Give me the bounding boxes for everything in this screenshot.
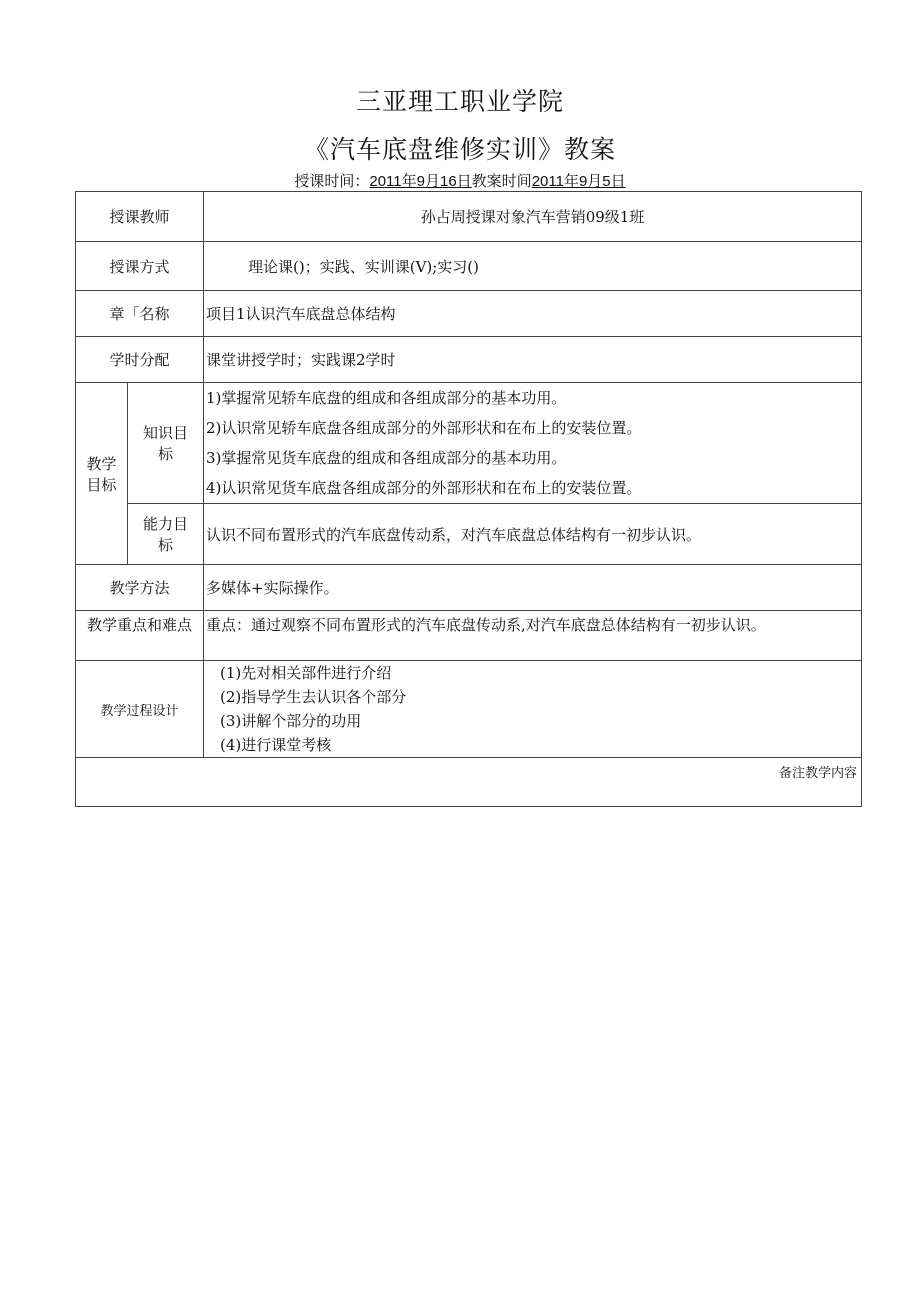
method-label: 授课方式	[76, 242, 204, 291]
knowledge-item: 3)掌握常见货车底盘的组成和各组成部分的基本功用。	[206, 449, 567, 467]
class-time-value: 2011年9月16日	[369, 173, 472, 190]
teaching-method-label: 教学方法	[76, 565, 204, 611]
school-name: 三亚理工职业学院	[355, 87, 564, 116]
knowledge-item: 4)认识常见货车底盘各组成部分的外部形状和在布上的安装位置。	[206, 479, 642, 497]
ability-label: 能力目标	[128, 504, 204, 565]
course-title: 《汽车底盘维修实训》教案	[303, 135, 616, 164]
chapter-label: 章「名称	[76, 291, 204, 337]
plan-time-label: 教案时间	[471, 172, 532, 190]
process-list	[204, 661, 862, 758]
key-points-value: 重点：通过观察不同布置形式的汽车底盘传动系,对汽车底盘总体结构有一初步认识。	[204, 611, 862, 661]
lesson-plan-table	[75, 191, 862, 807]
knowledge-item: 1)掌握常见轿车底盘的组成和各组成部分的基本功用。	[206, 389, 567, 407]
process-item: (3)讲解个部分的功用	[220, 712, 362, 730]
process-label: 教学过程设计	[76, 661, 204, 758]
class-time-label: 授课时间：	[294, 172, 370, 190]
hours-label: 学时分配	[76, 337, 204, 383]
teacher-label: 授课教师	[76, 192, 204, 242]
process-item: (4)进行课堂考核	[220, 736, 332, 754]
ability-value: 认识不同布置形式的汽车底盘传动系，对汽车底盘总体结构有一初步认识。	[204, 504, 862, 565]
schedule-line	[0, 170, 920, 191]
process-item: (1)先对相关部件进行介绍	[220, 664, 392, 682]
knowledge-item: 2)认识常见轿车底盘各组成部分的外部形状和在布上的安装位置。	[206, 419, 642, 437]
remarks-label: 备注教学内容	[76, 758, 862, 807]
chapter-value: 项目1认识汽车底盘总体结构	[204, 291, 862, 337]
teacher-value: 孙占周授课对象汽车营销09级1班	[204, 192, 862, 242]
method-value: 理论课()；实践、实训课(V);实习()	[204, 242, 862, 291]
process-item: (2)指导学生去认识各个部分	[220, 688, 407, 706]
hours-value: 课堂讲授学时；实践课2学时	[204, 337, 862, 383]
plan-time-value: 2011年9月5日	[531, 173, 626, 190]
objectives-label: 教学目标	[76, 383, 128, 565]
key-points-label: 教学重点和难点	[76, 611, 204, 661]
knowledge-list	[204, 383, 862, 504]
knowledge-label: 知识目标	[128, 383, 204, 504]
teaching-method-value: 多媒体+实际操作。	[204, 565, 862, 611]
